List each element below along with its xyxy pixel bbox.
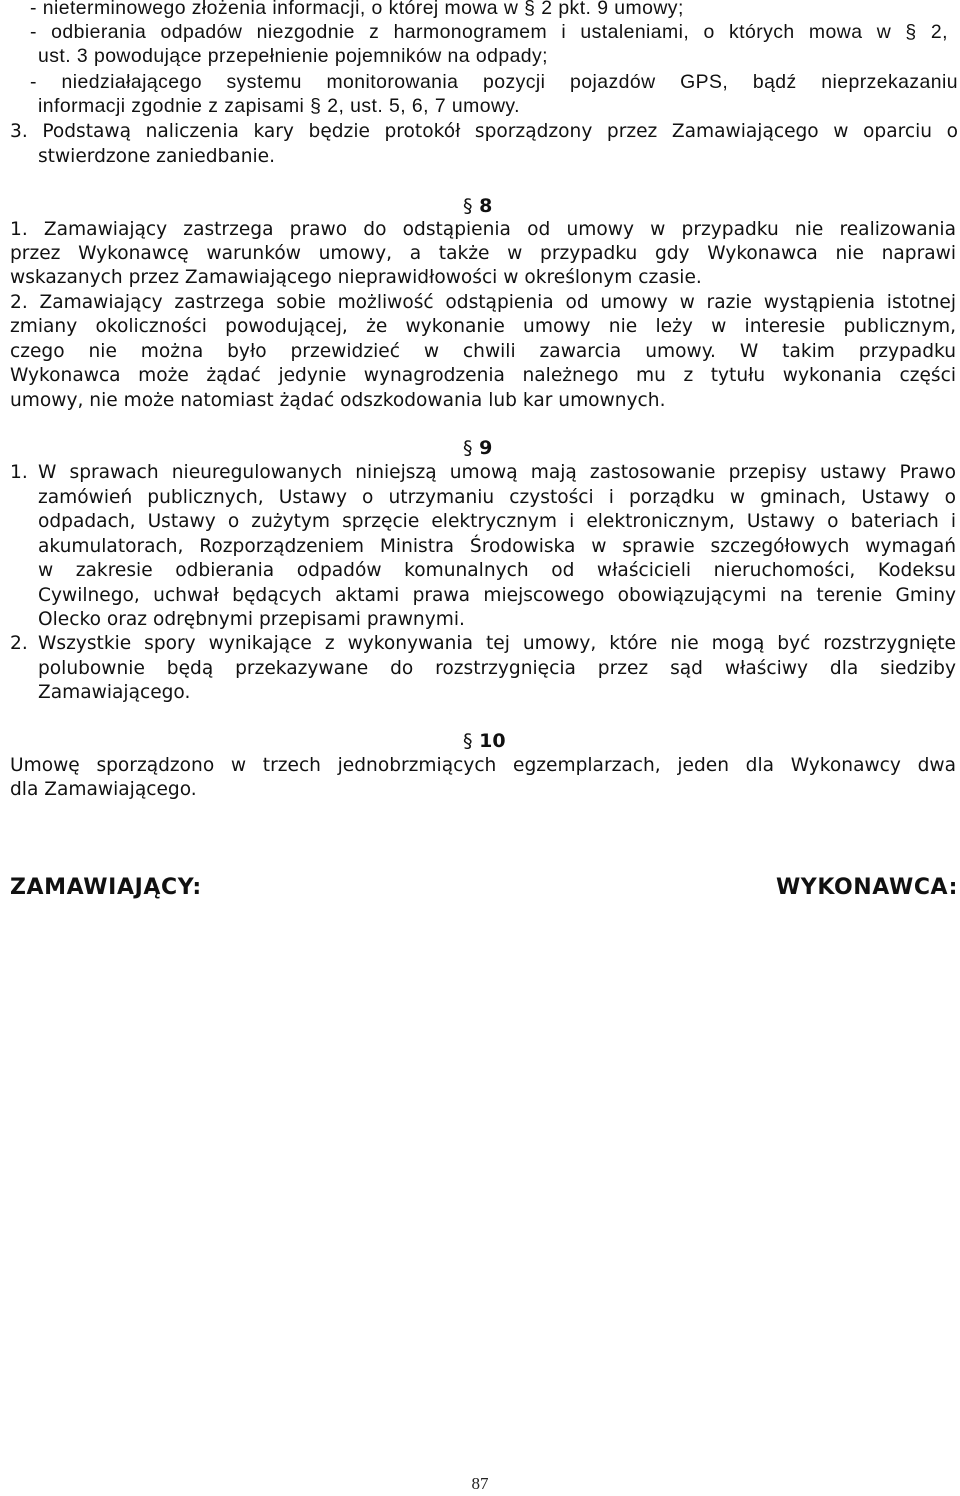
list-item: informacji zgodnie z zapisami § 2, ust. 5, 6, 7 umowy. [38,95,520,117]
paragraph-line: akumulatorach, Rozporządzeniem Ministra Środowiska w sprawie szczegółowych wymagań [38,536,956,557]
point-3-line: 3. Podstawą naliczenia kary będzie protokół sporządzony przez Zamawiającego w oparciu o [10,121,958,142]
paragraph-line: w zakresie odbierania odpadów komunalnych od właścicieli nieruchomości, Kodeksu [38,560,956,581]
paragraph-line: Zamawiającego. [38,682,191,703]
paragraph-line: zamówień publicznych, Ustawy o utrzymaniu czystości i porządku w gminach, Ustawy o [38,487,956,508]
paragraph-line: Wykonawca może żądać jedynie wynagrodzenia należnego mu z tytułu wykonania części [10,365,956,386]
point-3-line: stwierdzone zaniedbanie. [38,146,276,167]
paragraph-line: umowy, nie może natomiast żądać odszkodowania lub kar umownych. [10,390,666,411]
section-number: 10 [479,730,506,752]
section-symbol: § [463,730,473,752]
section-10-heading [463,729,506,753]
paragraph-line: Wszystkie spory wynikające z wykonywania tej umowy, które nie mogą być rozstrzygnięte [38,633,956,654]
paragraph-line: Cywilnego, uchwał będących aktami prawa miejscowego obowiązującymi na terenie Gminy [38,585,956,606]
paragraph-line: odpadach, Ustawy o zużytym sprzęcie elektrycznym i elektronicznym, Ustawy o bateriach i [38,511,956,532]
section-9-heading [463,436,492,460]
list-item: - odbierania odpadów niezgodnie z harmonogramem i ustaleniami, o których mowa w § 2, [30,21,948,43]
list-item: - nieterminowego złożenia informacji, o której mowa w § 2 pkt. 9 umowy; [30,0,684,19]
signature-label-ordering-party: ZAMAWIAJĄCY: [10,875,202,900]
paragraph-line: czego nie można było przewidzieć w chwili zawarcia umowy. W takim przypadku [10,341,956,362]
paragraph-line: wskazanych przez Zamawiającego nieprawidłowości w określonym czasie. [10,267,702,288]
list-number: 1. [10,462,28,483]
paragraph-line: zmiany okoliczności powodującej, że wykonanie umowy nie leży w interesie publicznym, [10,316,956,337]
paragraph-line: dla Zamawiającego. [10,779,197,800]
list-item: - niedziałającego systemu monitorowania pozycji pojazdów GPS, bądź nieprzekazaniu [30,71,958,93]
signature-label-contractor: WYKONAWCA: [775,875,958,900]
paragraph-line: Olecko oraz odrębnymi przepisami prawnymi. [38,609,465,630]
paragraph-line: 2. Zamawiający zastrzega sobie możliwość odstąpienia od umowy w razie wystąpienia istotnej [10,292,956,313]
paragraph-line: Umowę sporządzono w trzech jednobrzmiących egzemplarzach, jeden dla Wykonawcy dwa [10,755,956,776]
section-symbol: § [463,437,473,459]
paragraph-line: W sprawach nieuregulowanych niniejszą umową mają zastosowanie przepisy ustawy Prawo [38,462,956,483]
section-number: 9 [479,437,493,459]
paragraph-line: polubownie będą przekazywane do rozstrzygnięcia przez sąd właściwy dla siedziby [38,658,956,679]
section-8-heading [463,194,492,218]
page-number: 87 [471,1474,489,1493]
paragraph-line: przez Wykonawcę warunków umowy, a także w przypadku gdy Wykonawca nie naprawi [10,243,956,264]
section-number: 8 [479,195,493,217]
paragraph-line: 1. Zamawiający zastrzega prawo do odstąpienia od umowy w przypadku nie realizowania [10,219,956,240]
list-item: ust. 3 powodujące przepełnienie pojemników na odpady; [38,45,549,67]
section-symbol: § [463,195,473,217]
list-number: 2. [10,633,28,654]
